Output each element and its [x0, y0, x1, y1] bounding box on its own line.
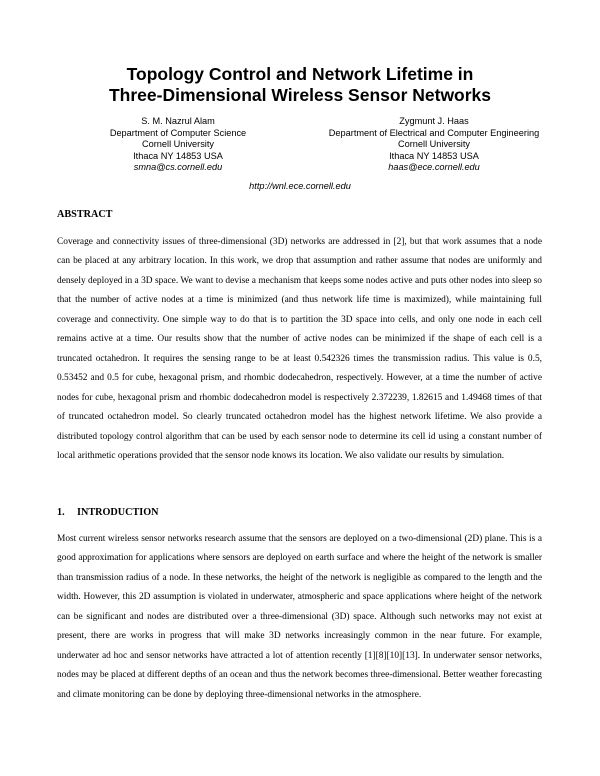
title-line-2: Three-Dimensional Wireless Sensor Networks — [108, 85, 492, 105]
section-title: INTRODUCTION — [77, 507, 159, 518]
author-department: Department of Computer Science — [109, 127, 247, 138]
abstract-paragraph: Coverage and connectivity issues of three-dimensional (3D) networks are addressed in [2], but that work assumes that a node can be placed at any arbitrary location. In this work, we drop that assumption and rather assume that nodes are uniformly and densely deployed in a 3D space. We want to devise a mechanism that keeps some nodes active and puts other nodes into sleep so that the number of active nodes at a time is minimized (and thus network life time is maximized), while maintaining full coverage and connectivity. One simple way to do that is to partition the 3D space into cells, and only one node in each cell remains active at a time. Our results show that the number of active nodes can be minimized if the shape of each cell is a truncated octahedron. It requires the sensing range to be at least 0.542326 times the transmission radius. This value is 0.5, 0.53452 and 0.5 for cube, hexagonal prism, and rhombic dodecahedron, respectively. However, at a time the number of active nodes for cube, hexagonal prism and rhombic dodecahedron model is respectively 2.372239, 1.82615 and 1.49468 times of that of truncated octahedron model. So clearly truncated octahedron model has the highest network lifetime. We also provide a distributed topology control algorithm that can be used by each sensor node to determine its cell id using a constant number of local arithmetic operations provided that the sensor node knows its location. We also validate our results by simulation. — [57, 237, 542, 461]
author-block-alam — [60, 116, 296, 174]
lab-url-link[interactable]: http://wnl.ece.cornell.edu — [249, 181, 351, 191]
introduction-paragraph: Most current wireless sensor networks research assume that the sensors are deployed on a two-dimensional (2D) plane. This is a good approximation for applications where sensors are deployed on earth surface and where the height of the network is smaller than transmission radius of a node. In these networks, the height of the network is negligible as compared to the length and the width. However, this 2D assumption is violated in underwater, atmospheric and space applications where height of the network can be significant and nodes are distributed over a three-dimensional (3D) space. Although such networks may not exist at present, there are works in progress that will make 3D networks increasingly common in the near future. For example, underwater ad hoc and sensor networks have attracted a lot of attention recently [1][8][10][13]. In underwater sensor networks, nodes may be placed at different depths of an ocean and thus the network becomes three-dimensional. Better weather forecasting and climate monitoring can be done by deploying three-dimensional networks in the atmosphere. — [57, 534, 542, 700]
author-email[interactable]: haas@ece.cornell.edu — [388, 162, 480, 173]
abstract-heading: ABSTRACT — [57, 209, 113, 220]
paper-title — [0, 64, 600, 106]
section-number: 1. — [57, 507, 65, 518]
author-university: Cornell University — [398, 139, 470, 150]
introduction-heading — [57, 507, 159, 518]
author-department: Department of Electrical and Computer Engineering — [328, 127, 540, 138]
author-city: Ithaca NY 14853 USA — [389, 150, 479, 161]
author-name: S. M. Nazrul Alam — [141, 116, 215, 126]
author-email[interactable]: smna@cs.cornell.edu — [133, 162, 223, 173]
author-block-haas — [306, 116, 562, 174]
author-university: Cornell University — [142, 139, 214, 150]
author-name: Zygmunt J. Haas — [399, 116, 469, 126]
title-line-1: Topology Control and Network Lifetime in — [126, 64, 474, 84]
author-city: Ithaca NY 14853 USA — [133, 150, 223, 161]
